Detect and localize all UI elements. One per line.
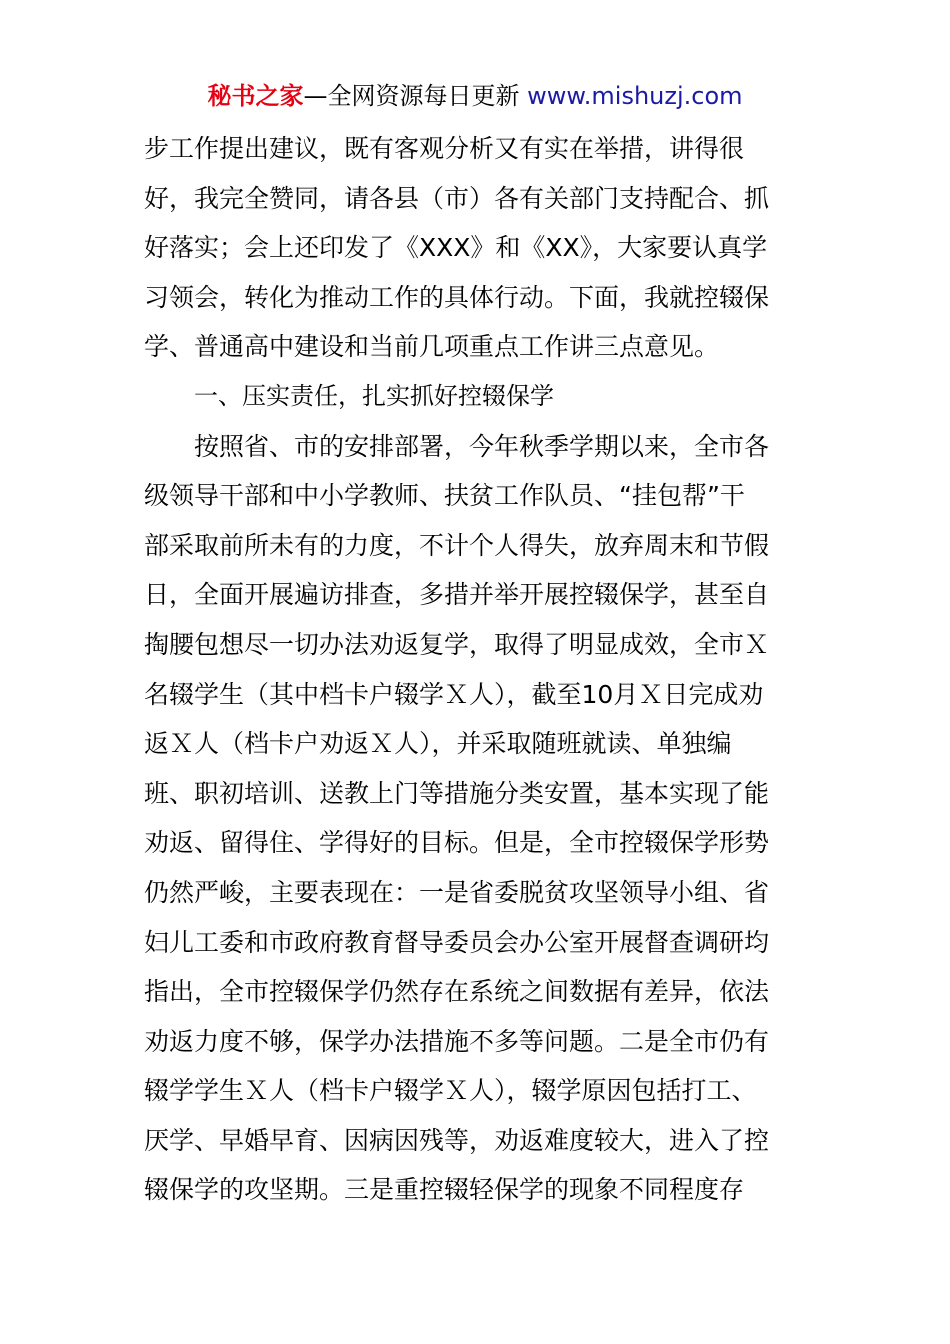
text-line: 班、职初培训、送教上门等措施分类安置，基本实现了能	[144, 778, 770, 808]
text-line: 日，全面开展遍访排查，多措并举开展控辍保学，甚至自	[144, 580, 770, 610]
text-line: 好，我完全赞同，请各县（市）各有关部门支持配合、抓	[144, 183, 770, 213]
text-line: 学、普通高中建设和当前几项重点工作讲三点意见。	[144, 332, 720, 362]
document-body	[144, 124, 808, 1215]
text-line: 级领导干部和中小学教师、扶贫工作队员、“挂包帮”干	[144, 481, 745, 511]
text-line: 步工作提出建议，既有客观分析又有实在举措，讲得很	[144, 134, 745, 163]
text-line: 返Ｘ人（档卡户劝返Ｘ人），并采取随班就读、单独编	[144, 729, 732, 759]
site-url-link[interactable]: www.mishuzj.com	[527, 82, 743, 110]
text-line: 好落实；会上还印发了《XXX》和《XX》，大家要认真学	[144, 233, 768, 263]
text-line: 劝返力度不够，保学办法措施不多等问题。二是全市仍有	[144, 1026, 770, 1056]
text-line: 厌学、早婚早育、因病因残等，劝返难度较大，进入了控	[144, 1125, 770, 1155]
site-brand: 秘书之家	[207, 82, 304, 110]
text-line: 仍然严峻，主要表现在：一是省委脱贫攻坚领导小组、省	[144, 877, 770, 907]
site-tagline: —全网资源每日更新	[303, 82, 520, 110]
text-line: 指出，全市控辍保学仍然存在系统之间数据有差异，依法	[144, 977, 770, 1007]
text-line: 按照省、市的安排部署，今年秋季学期以来，全市各	[194, 431, 770, 461]
text-line: 妇儿工委和市政府教育督导委员会办公室开展督查调研均	[144, 927, 770, 957]
text-line: 掏腰包想尽一切办法劝返复学，取得了明显成效，全市Ｘ	[144, 629, 770, 659]
text-line: 辍保学的攻坚期。三是重控辍轻保学的现象不同程度存	[144, 1175, 745, 1205]
site-header	[0, 80, 950, 112]
text-line: 部采取前所未有的力度，不计个人得失，放弃周末和节假	[144, 530, 770, 560]
text-line: 名辍学生（其中档卡户辍学Ｘ人），截至10月Ｘ日完成劝	[144, 679, 764, 709]
text-line: 辍学学生Ｘ人（档卡户辍学Ｘ人），辍学原因包括打工、	[144, 1076, 757, 1106]
text-line: 习领会，转化为推动工作的具体行动。下面，我就控辍保	[144, 282, 770, 312]
section-heading: 一、压实责任，扎实抓好控辍保学	[194, 381, 554, 410]
text-line: 劝返、留得住、学得好的目标。但是，全市控辍保学形势	[144, 828, 770, 858]
